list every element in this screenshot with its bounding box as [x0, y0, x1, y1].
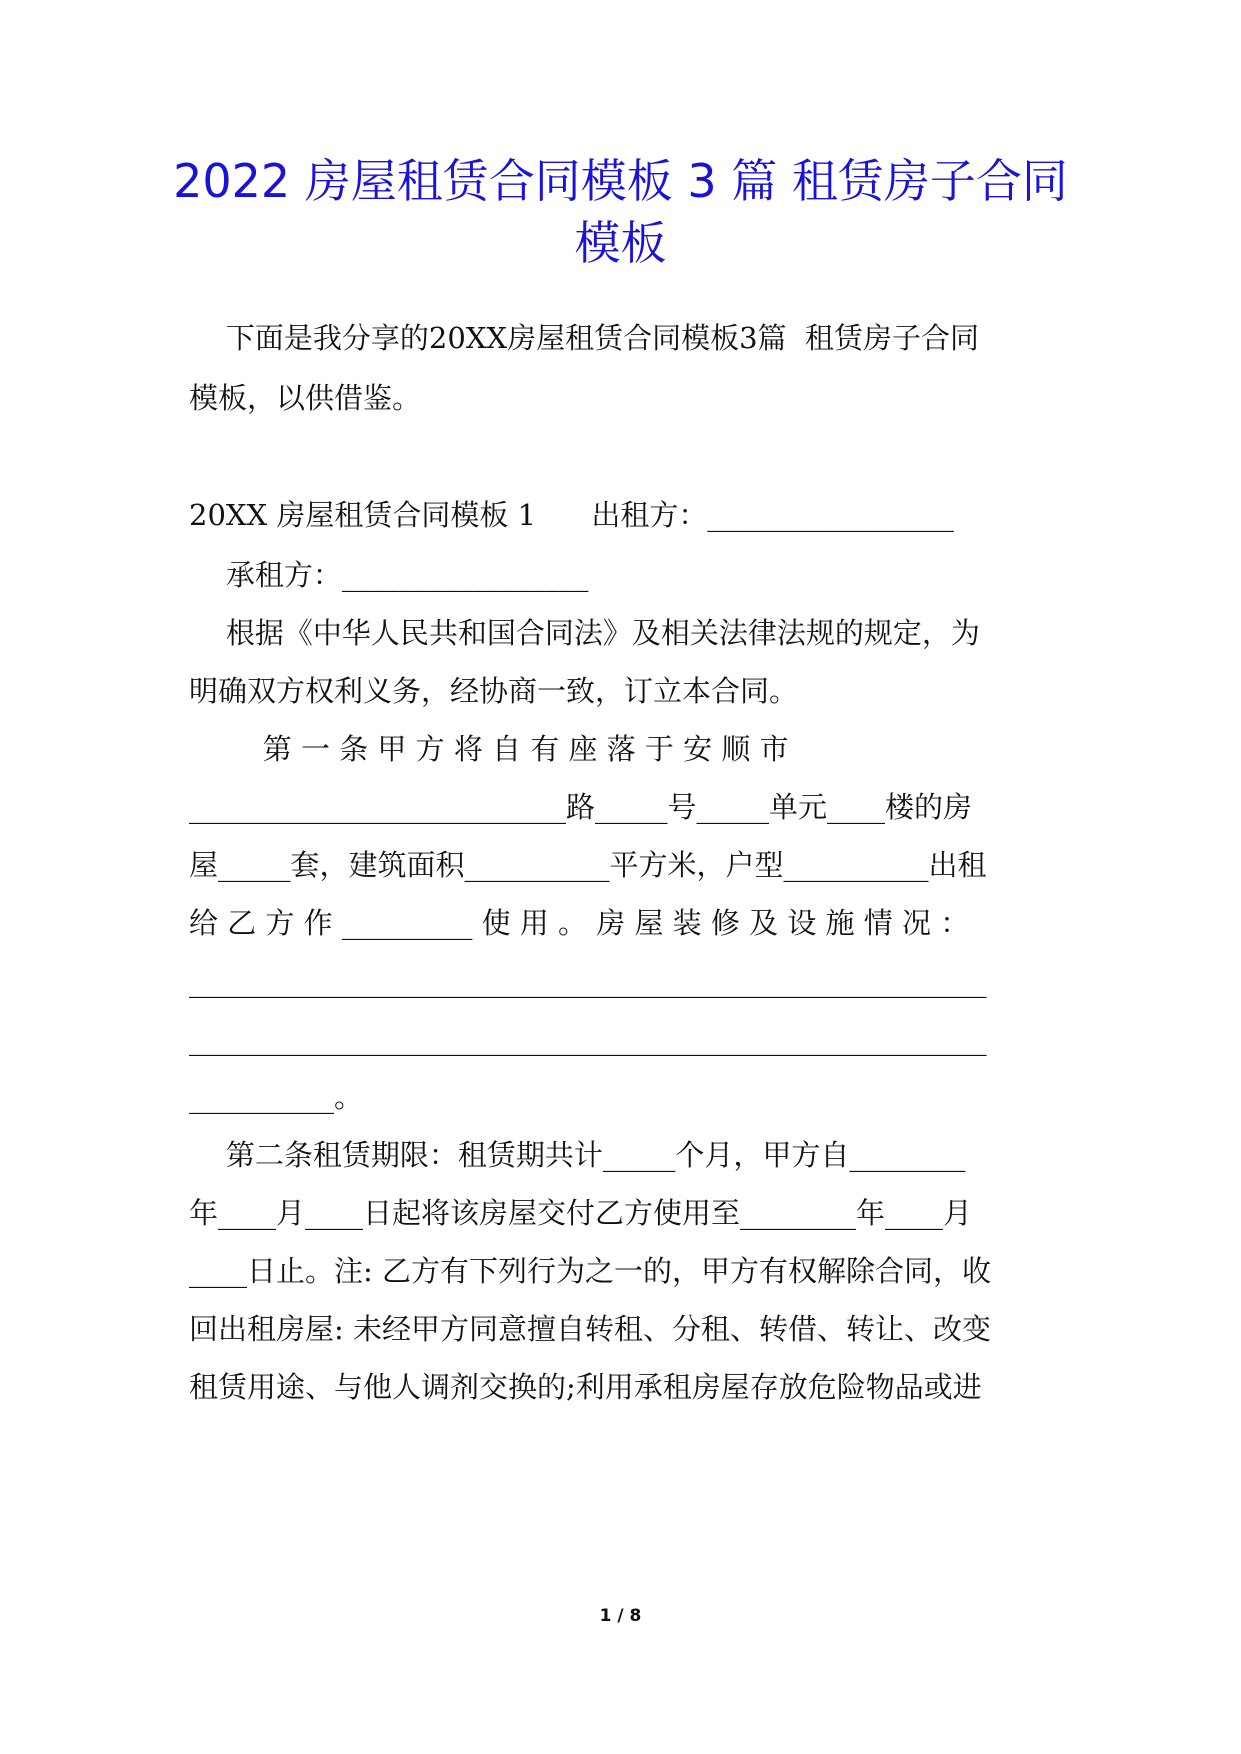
article-1-blank-3: __________。	[189, 1080, 364, 1114]
intro-line-1: 下面是我分享的20XX房屋租赁合同模板3篇 租赁房子合同	[189, 321, 979, 355]
article-2-line-5: 租赁用途、与他人调剂交换的;利用承租房屋存放危险物品或进	[189, 1370, 982, 1404]
basis-line-1: 根据《中华人民共和国合同法》及相关法律法规的规定，为	[189, 616, 980, 650]
contract-heading-line: 20XX 房屋租赁合同模板 1 出租方：_________________	[189, 498, 954, 532]
title-line-2: 模板	[574, 216, 667, 270]
article-1-blank-1: _______________________________________________________	[189, 964, 987, 998]
document-title	[150, 150, 1091, 274]
article-1-line-3: 屋_____套，建筑面积__________平方米，户型__________出租	[189, 848, 987, 882]
article-2-line-2: 年____月____日起将该房屋交付乙方使用至________年____月	[189, 1196, 973, 1230]
tenant-line: 承租方：_________________	[189, 558, 589, 592]
article-2-line-1: 第二条租赁期限：租赁期共计_____个月，甲方自________	[189, 1138, 966, 1172]
intro-line-2: 模板，以供借鉴。	[189, 381, 422, 415]
article-1-blank-2: _______________________________________________________	[189, 1022, 987, 1056]
article-2-line-4: 回出租房屋: 未经甲方同意擅自转租、分租、转借、转让、改变	[189, 1312, 991, 1346]
article-1-line-2: __________________________路_____号_____单元____楼的房	[189, 790, 973, 824]
basis-line-2: 明确双方权利义务，经协商一致，订立本合同。	[189, 674, 799, 708]
page-number: 1 / 8	[599, 1606, 642, 1626]
article-1-line-4: 给 乙 方 作 _________ 使 用 。 房 屋 装 修 及 设 施 情 况 ：	[189, 906, 970, 940]
article-2-line-3: ____日止。注: 乙方有下列行为之一的，甲方有权解除合同，收	[189, 1254, 991, 1288]
article-1-line-1: 第 一 条 甲 方 将 自 有 座 落 于 安 顺 市	[189, 732, 789, 766]
title-line-1: 2022 房屋租赁合同模板 3 篇 租赁房子合同	[173, 154, 1068, 208]
